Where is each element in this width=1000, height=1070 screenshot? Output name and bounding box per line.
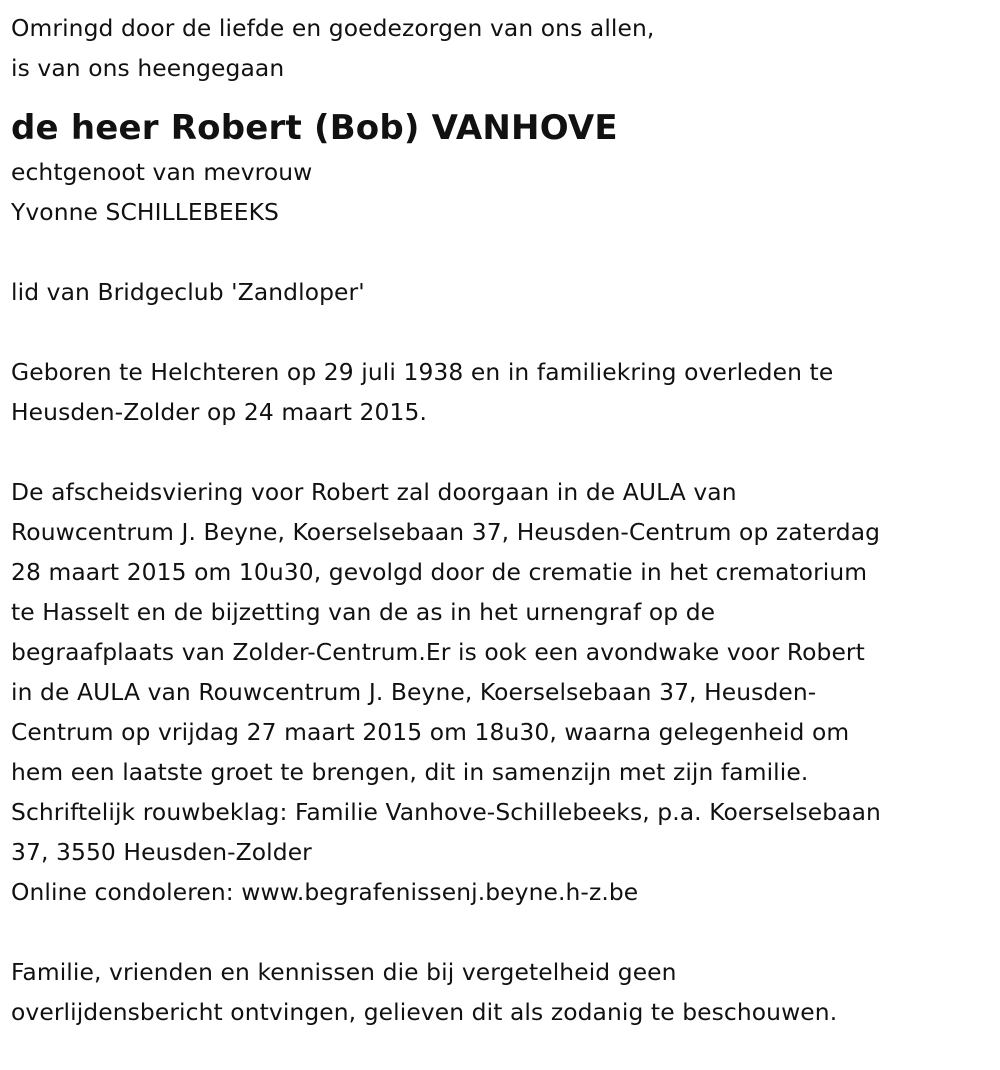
ceremony-text	[11, 472, 996, 912]
online-condolence-line: Online condoleren: www.begrafenissenj.beyne.h-z.be	[11, 878, 639, 906]
spouse-line: Yvonne SCHILLEBEEKS	[11, 198, 279, 226]
closing-text	[11, 952, 996, 1032]
spacer	[11, 432, 996, 472]
obituary-notice	[11, 8, 996, 1032]
ceremony-line: Centrum op vrijdag 27 maart 2015 om 18u30, waarna gelegenheid om	[11, 718, 850, 746]
ceremony-line: in de AULA van Rouwcentrum J. Beyne, Koerselsebaan 37, Heusden-	[11, 678, 817, 706]
spacer	[11, 912, 996, 952]
deceased-name: de heer Robert (Bob) VANHOVE	[11, 108, 618, 148]
intro-line: is van ons heengegaan	[11, 54, 285, 82]
intro-line: Omringd door de liefde en goedezorgen van ons allen,	[11, 14, 655, 42]
spouse-text	[11, 152, 996, 232]
ceremony-line: hem een laatste groet te brengen, dit in samenzijn met zijn familie.	[11, 758, 809, 786]
ceremony-line: 28 maart 2015 om 10u30, gevolgd door de crematie in het crematorium	[11, 558, 868, 586]
spacer	[11, 232, 996, 272]
intro-text	[11, 8, 996, 88]
ceremony-line: te Hasselt en de bijzetting van de as in het urnengraf op de	[11, 598, 716, 626]
closing-line: overlijdensbericht ontvingen, gelieven dit als zodanig te beschouwen.	[11, 998, 838, 1026]
birth-death-line: Geboren te Helchteren op 29 juli 1938 en in familiekring overleden te	[11, 358, 834, 386]
ceremony-line: De afscheidsviering voor Robert zal doorgaan in de AULA van	[11, 478, 737, 506]
ceremony-line: begraafplaats van Zolder-Centrum.Er is ook een avondwake voor Robert	[11, 638, 865, 666]
membership-text: lid van Bridgeclub 'Zandloper'	[11, 278, 365, 306]
spacer	[11, 312, 996, 352]
ceremony-line: 37, 3550 Heusden-Zolder	[11, 838, 312, 866]
birth-death-line: Heusden-Zolder op 24 maart 2015.	[11, 398, 427, 426]
closing-line: Familie, vrienden en kennissen die bij vergetelheid geen	[11, 958, 677, 986]
ceremony-line: Schriftelijk rouwbeklag: Familie Vanhove-Schillebeeks, p.a. Koerselsebaan	[11, 798, 881, 826]
ceremony-line: Rouwcentrum J. Beyne, Koerselsebaan 37, Heusden-Centrum op zaterdag	[11, 518, 881, 546]
birth-death-text	[11, 352, 996, 432]
spouse-line: echtgenoot van mevrouw	[11, 158, 313, 186]
